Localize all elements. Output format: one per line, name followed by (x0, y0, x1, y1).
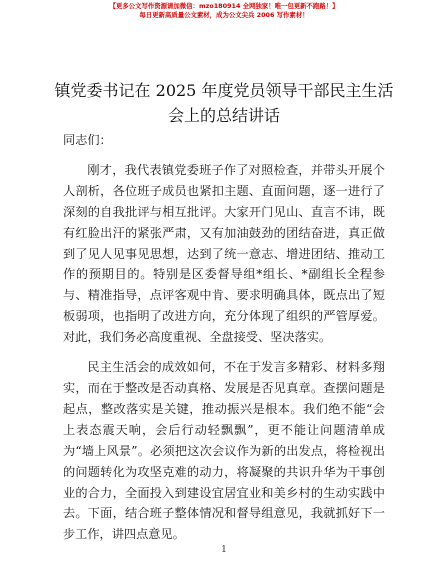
document-title: 镇党委书记在 2025 年度党员领导干部民主生活会上的总结讲话 (54, 81, 394, 125)
body-paragraph-2: 民主生活会的成效如何，不在于发言多精彩、材料多翔实，而在于整改是否动真格、发展是否见真章。查摆问题是起点，整改落实是关键，推动振兴是根本。我们绝不能“会上表态震天响，会后行动轻飘飘”，更不能让问题清单成为“墙上风景”。必须把这次会议作为新的出发点，将检视出的问题转化为攻坚克难的动力，将凝聚的共识升华为干事创业的合力，全面投入到建设宜居宜业和美乡村的生动实践中去。下面，结合班子整体情况和督导组意见，我就抓好下一步工作，讲四点意见。 (63, 360, 385, 542)
document-body (63, 130, 385, 554)
promo-banner-line-2: 每日更新高质量公文素材，成为公文尖兵 2006 写作素材！ (139, 11, 309, 19)
promo-banner-line-1: 【更多公文写作资源请加微信：mzo180914 全网独家！唯一包更新不跑路！】 (109, 2, 339, 10)
body-paragraph-1: 刚才，我代表镇党委班子作了对照检查，并带头开展个人剖析，各位班子成员也紧扣主题、直面问题，逐一进行了深刻的自我批评与相互批评。大家开门见山、直言不讳，既有红脸出汗的紧张严肃，又有加油鼓劲的团结奋进，真正做到了见人见事见思想，达到了统一意志、增进团结、推动工作的预期目的。特别是区委督导组*组长、*副组长全程参与、精准指导，点评客观中肯、要求明确具体，既点出了短板弱项，也指明了改进方向，充分体现了组织的严管厚爱。对此，我们务必高度重视、全盘接受、坚决落实。 (63, 162, 385, 345)
page-number: 1 (221, 545, 227, 555)
promo-banner (0, 2, 448, 20)
salutation: 同志们： (63, 133, 112, 147)
